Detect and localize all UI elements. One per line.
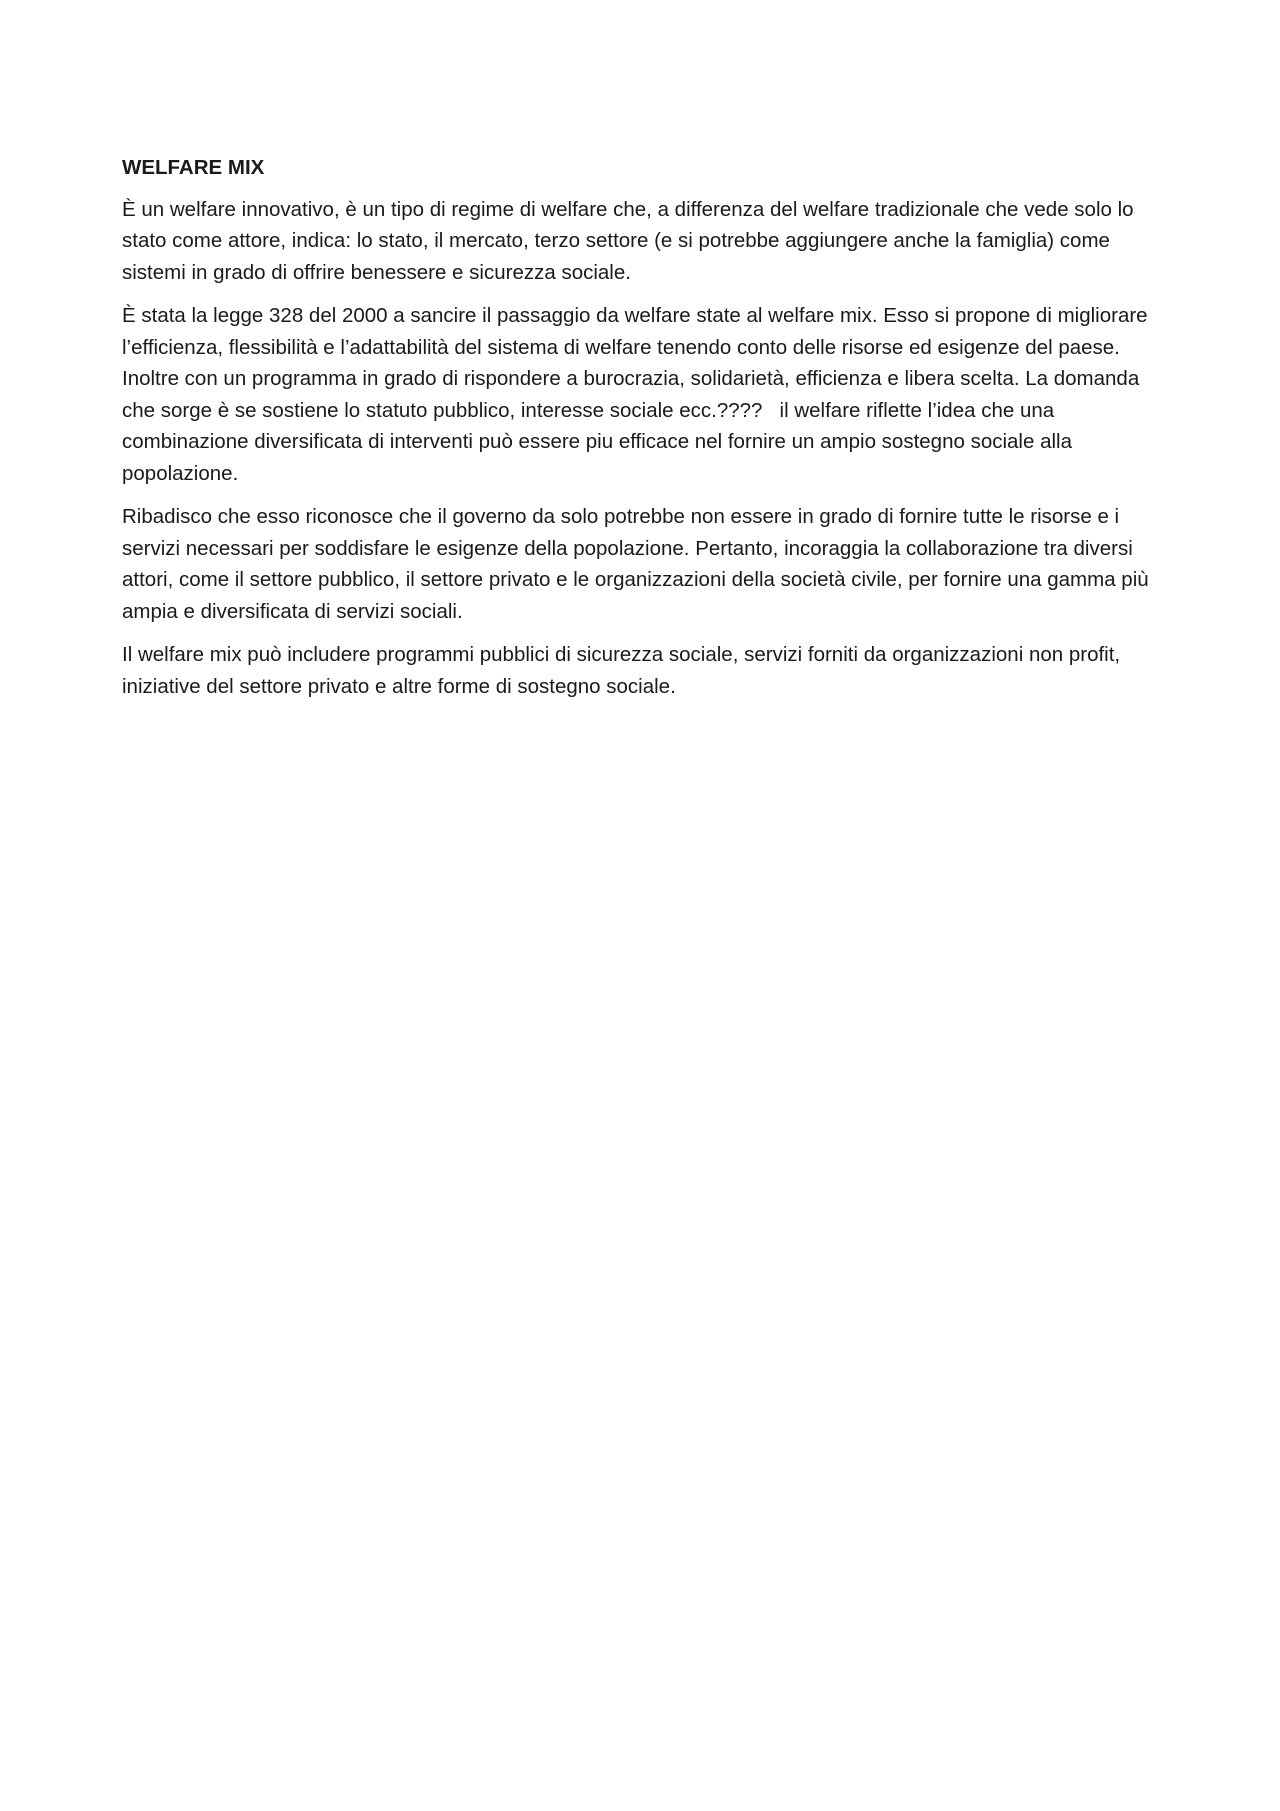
paragraph-3: Ribadisco che esso riconosce che il governo da solo potrebbe non essere in grado di fornire tutte le risorse e i servizi necessari per soddisfare le esigenze della popolazione. Pertanto, incoraggia la collaborazione tra diversi attori, come il settore pubblico, il settore privato e le organizzazioni della società civile, per fornire una gamma più ampia e diversificata di servizi sociali. bbox=[122, 505, 1149, 623]
paragraph-1: È un welfare innovativo, è un tipo di regime di welfare che, a differenza del welfare tradizionale che vede solo lo stato come attore, indica: lo stato, il mercato, terzo settore (e si potrebbe aggiungere anche la famiglia) come sistemi in grado di offrire benessere e sicurezza sociale. bbox=[122, 197, 1134, 284]
document-body bbox=[122, 152, 1172, 714]
paragraph-4: Il welfare mix può includere programmi pubblici di sicurezza sociale, servizi forniti da organizzazioni non profit, iniziative del settore privato e altre forme di sostegno sociale. bbox=[122, 643, 1121, 698]
document-title: WELFARE MIX bbox=[122, 156, 265, 179]
paragraph-2: È stata la legge 328 del 2000 a sancire il passaggio da welfare state al welfare mix. Esso si propone di migliorare l’efficienza, flessibilità e l’adattabilità del sistema di welfare tenendo conto delle risorse ed esigenze del paese. Inoltre con un programma in grado di rispondere a burocrazia, solidarietà, efficienza e libera scelta. La domanda che sorge è se sostiene lo statuto pubblico, interesse sociale ecc.???? il welfare riflette l’idea che una combinazione diversificata di interventi può essere piu efficace nel fornire un ampio sostegno sociale alla popolazione. bbox=[122, 304, 1154, 485]
